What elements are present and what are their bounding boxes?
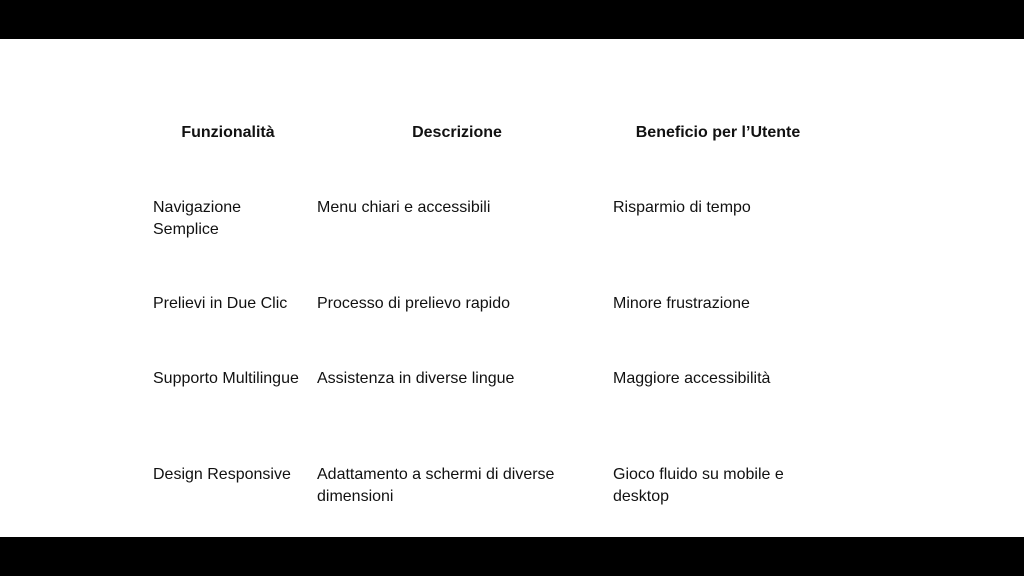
cell-benefit: Maggiore accessibilità <box>613 370 771 387</box>
cell-benefit: Gioco fluido su mobile e desktop <box>613 466 784 505</box>
header-description: Descrizione <box>412 124 502 141</box>
header-benefit: Beneficio per l’Utente <box>635 124 801 141</box>
cell-feature: Supporto Multilingue <box>153 370 299 387</box>
cell-description: Adattamento a schermi di diverse dimensioni <box>317 466 555 505</box>
slide <box>0 39 1024 537</box>
header-feature: Funzionalità <box>181 124 275 141</box>
cell-feature: Design Responsive <box>153 466 291 483</box>
cell-description: Processo di prelievo rapido <box>317 295 510 312</box>
cell-benefit: Minore frustrazione <box>613 295 750 312</box>
cell-feature: Prelievi in Due Clic <box>153 295 288 312</box>
cell-description: Assistenza in diverse lingue <box>317 370 515 387</box>
cell-feature: Navigazione Semplice <box>153 199 242 238</box>
letterbox-top <box>0 0 1024 39</box>
cell-benefit: Risparmio di tempo <box>613 199 751 216</box>
letterbox-bottom <box>0 537 1024 576</box>
cell-description: Menu chiari e accessibili <box>317 199 491 216</box>
